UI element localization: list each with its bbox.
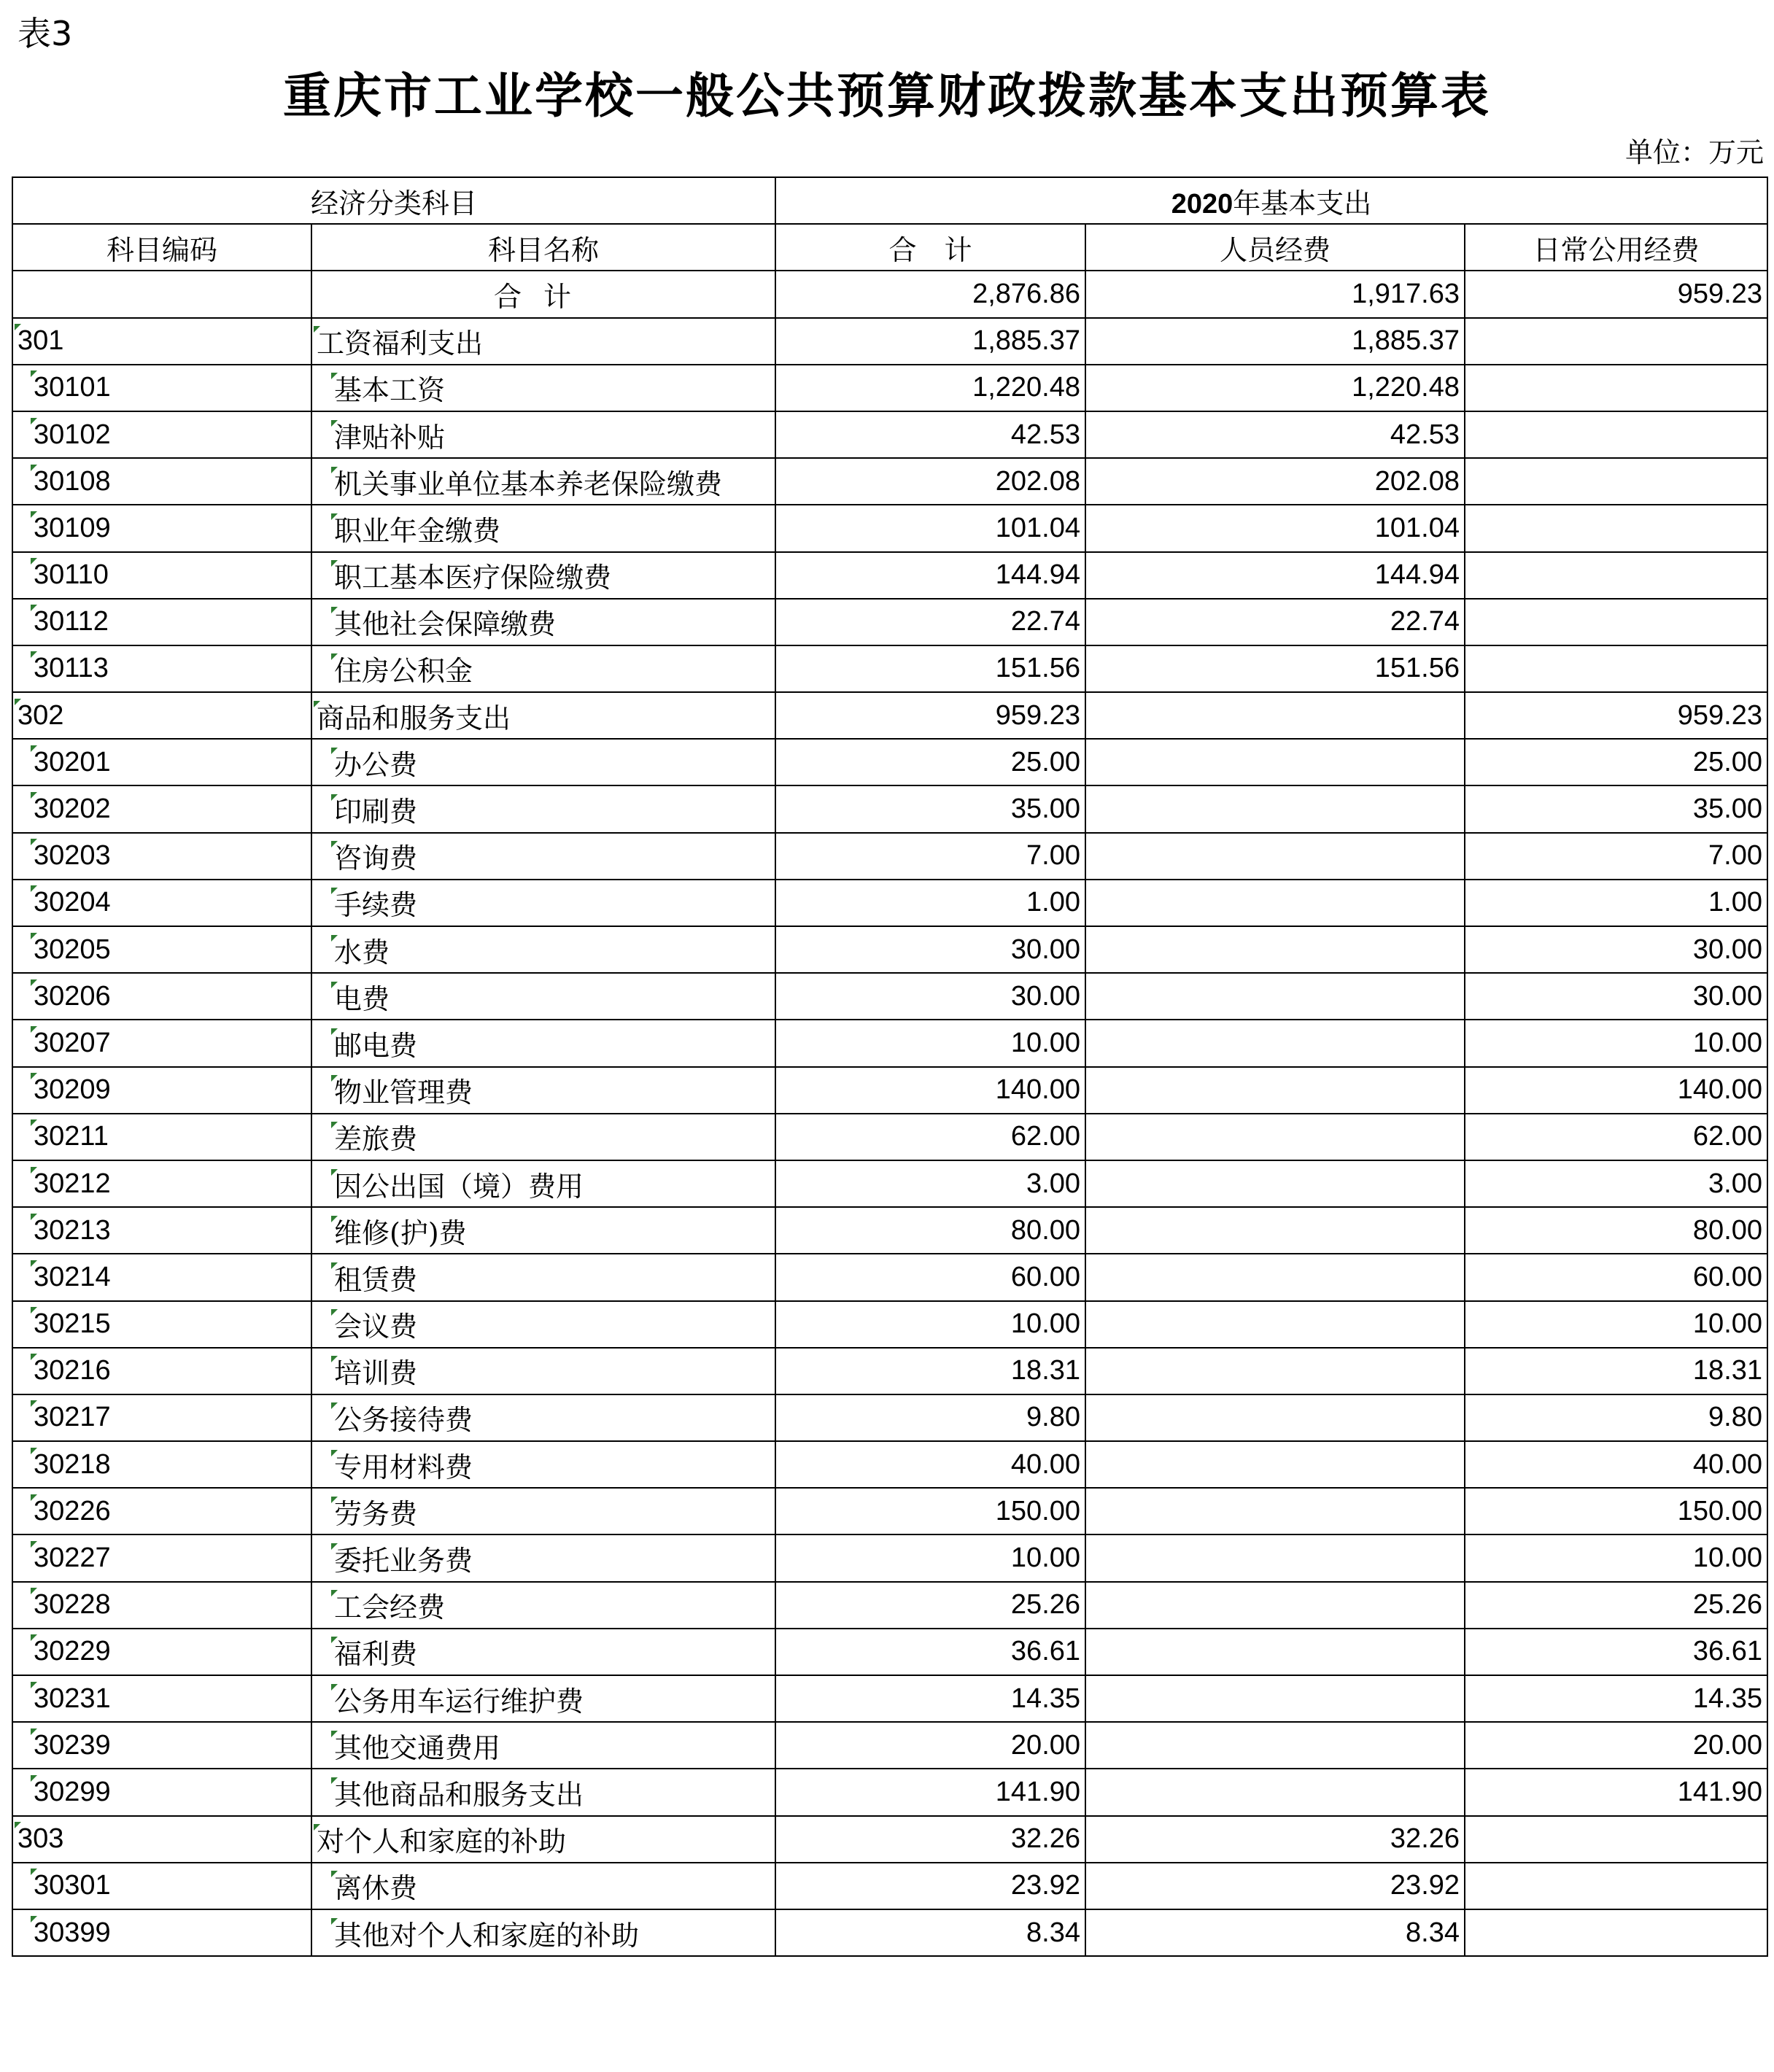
table-row <box>12 1254 1767 1300</box>
table-row <box>12 1348 1767 1394</box>
row-personnel <box>1085 926 1465 973</box>
row-public: 80.00 <box>1465 1207 1767 1254</box>
row-name: 商品和服务支出 <box>311 692 775 739</box>
row-name: 住房公积金 <box>311 645 775 692</box>
row-code: 30201 <box>12 739 311 785</box>
row-name: 离休费 <box>311 1863 775 1909</box>
row-total: 151.56 <box>775 645 1085 692</box>
row-code: 30211 <box>12 1114 311 1160</box>
row-personnel <box>1085 1394 1465 1441</box>
row-name: 工会经费 <box>311 1582 775 1629</box>
row-name: 其他交通费用 <box>311 1722 775 1769</box>
row-name: 福利费 <box>311 1629 775 1675</box>
col-header-code: 科目编码 <box>12 224 311 271</box>
row-personnel: 22.74 <box>1085 599 1465 645</box>
row-public: 36.61 <box>1465 1629 1767 1675</box>
row-public <box>1465 411 1767 458</box>
row-code: 30204 <box>12 880 311 926</box>
table-row <box>12 599 1767 645</box>
table-number-label: 表3 <box>18 14 73 53</box>
table-row <box>12 692 1767 739</box>
table-row <box>12 926 1767 973</box>
row-name: 会议费 <box>311 1301 775 1348</box>
table-row <box>12 1020 1767 1066</box>
table-row <box>12 1441 1767 1488</box>
table-row <box>12 318 1767 365</box>
col-header-personnel: 人员经费 <box>1085 224 1465 271</box>
table-row <box>12 365 1767 411</box>
row-code: 30227 <box>12 1534 311 1581</box>
row-public: 10.00 <box>1465 1301 1767 1348</box>
row-code: 30112 <box>12 599 311 645</box>
row-code: 30202 <box>12 785 311 832</box>
table-row <box>12 645 1767 692</box>
row-code: 30110 <box>12 552 311 599</box>
table-row <box>12 505 1767 551</box>
row-name: 委托业务费 <box>311 1534 775 1581</box>
row-personnel <box>1085 973 1465 1020</box>
row-code: 30212 <box>12 1160 311 1207</box>
row-personnel <box>1085 1582 1465 1629</box>
row-public: 1.00 <box>1465 880 1767 926</box>
row-personnel: 1,885.37 <box>1085 318 1465 365</box>
row-total: 9.80 <box>775 1394 1085 1441</box>
table-row <box>12 552 1767 599</box>
row-total: 40.00 <box>775 1441 1085 1488</box>
row-personnel <box>1085 1207 1465 1254</box>
row-public <box>1465 599 1767 645</box>
row-total: 14.35 <box>775 1675 1085 1722</box>
row-total: 80.00 <box>775 1207 1085 1254</box>
row-code: 30399 <box>12 1909 311 1956</box>
row-code: 30228 <box>12 1582 311 1629</box>
group-header-row <box>12 177 1767 224</box>
row-code: 30229 <box>12 1629 311 1675</box>
row-code: 30218 <box>12 1441 311 1488</box>
row-name: 水费 <box>311 926 775 973</box>
table-row <box>12 1067 1767 1114</box>
row-code: 303 <box>12 1816 311 1863</box>
budget-table-body <box>12 177 1767 1956</box>
row-total: 32.26 <box>775 1816 1085 1863</box>
table-row <box>12 1722 1767 1769</box>
row-public <box>1465 1909 1767 1956</box>
row-name: 职工基本医疗保险缴费 <box>311 552 775 599</box>
row-code: 30215 <box>12 1301 311 1348</box>
row-public: 25.00 <box>1465 739 1767 785</box>
row-code: 30226 <box>12 1488 311 1534</box>
row-name: 电费 <box>311 973 775 1020</box>
row-personnel <box>1085 1301 1465 1348</box>
row-code: 302 <box>12 692 311 739</box>
table-row <box>12 1394 1767 1441</box>
row-name: 办公费 <box>311 739 775 785</box>
row-personnel <box>1085 785 1465 832</box>
row-personnel: 23.92 <box>1085 1863 1465 1909</box>
col-header-total: 合 计 <box>775 224 1085 271</box>
col-header-public: 日常公用经费 <box>1465 224 1767 271</box>
row-name: 其他商品和服务支出 <box>311 1769 775 1815</box>
row-code: 30217 <box>12 1394 311 1441</box>
row-code: 30101 <box>12 365 311 411</box>
row-public: 60.00 <box>1465 1254 1767 1300</box>
economic-classification-header: 经济分类科目 <box>12 177 775 224</box>
row-code: 30299 <box>12 1769 311 1815</box>
column-header-row <box>12 224 1767 271</box>
total-personnel: 1,917.63 <box>1085 271 1465 317</box>
row-code: 30102 <box>12 411 311 458</box>
row-total: 18.31 <box>775 1348 1085 1394</box>
row-name: 其他对个人和家庭的补助 <box>311 1909 775 1956</box>
row-personnel <box>1085 880 1465 926</box>
table-row <box>12 833 1767 880</box>
row-total: 10.00 <box>775 1020 1085 1066</box>
row-personnel <box>1085 739 1465 785</box>
row-code: 301 <box>12 318 311 365</box>
row-public: 30.00 <box>1465 973 1767 1020</box>
row-code: 30113 <box>12 645 311 692</box>
row-name: 因公出国（境）费用 <box>311 1160 775 1207</box>
row-total: 8.34 <box>775 1909 1085 1956</box>
row-public <box>1465 1863 1767 1909</box>
row-code: 30206 <box>12 973 311 1020</box>
row-name: 租赁费 <box>311 1254 775 1300</box>
row-total: 62.00 <box>775 1114 1085 1160</box>
row-total: 36.61 <box>775 1629 1085 1675</box>
row-personnel <box>1085 1348 1465 1394</box>
row-public: 3.00 <box>1465 1160 1767 1207</box>
row-personnel <box>1085 1160 1465 1207</box>
table-row <box>12 1863 1767 1909</box>
row-total: 10.00 <box>775 1534 1085 1581</box>
row-public: 10.00 <box>1465 1020 1767 1066</box>
row-personnel <box>1085 1534 1465 1581</box>
row-personnel <box>1085 1488 1465 1534</box>
table-row <box>12 1488 1767 1534</box>
row-total: 25.26 <box>775 1582 1085 1629</box>
row-public: 9.80 <box>1465 1394 1767 1441</box>
row-public: 25.26 <box>1465 1582 1767 1629</box>
row-total: 101.04 <box>775 505 1085 551</box>
row-name: 工资福利支出 <box>311 318 775 365</box>
row-total: 30.00 <box>775 926 1085 973</box>
total-amount: 2,876.86 <box>775 271 1085 317</box>
row-personnel: 101.04 <box>1085 505 1465 551</box>
row-personnel <box>1085 1769 1465 1815</box>
budget-table <box>12 176 1768 1957</box>
table-row <box>12 785 1767 832</box>
row-total: 22.74 <box>775 599 1085 645</box>
basic-expenditure-label: 年基本支出 <box>1233 187 1372 220</box>
row-personnel <box>1085 1114 1465 1160</box>
row-total: 25.00 <box>775 739 1085 785</box>
unit-label: 单位：万元 <box>1624 136 1764 168</box>
row-code: 30216 <box>12 1348 311 1394</box>
row-name: 对个人和家庭的补助 <box>311 1816 775 1863</box>
table-row <box>12 1160 1767 1207</box>
row-personnel: 144.94 <box>1085 552 1465 599</box>
row-public: 141.90 <box>1465 1769 1767 1815</box>
row-public: 40.00 <box>1465 1441 1767 1488</box>
row-personnel <box>1085 1629 1465 1675</box>
row-total: 3.00 <box>775 1160 1085 1207</box>
table-row <box>12 973 1767 1020</box>
row-code: 30301 <box>12 1863 311 1909</box>
row-code: 30214 <box>12 1254 311 1300</box>
row-total: 1.00 <box>775 880 1085 926</box>
row-public <box>1465 552 1767 599</box>
row-personnel: 42.53 <box>1085 411 1465 458</box>
row-total: 30.00 <box>775 973 1085 1020</box>
row-name: 培训费 <box>311 1348 775 1394</box>
table-row <box>12 1582 1767 1629</box>
row-total: 202.08 <box>775 458 1085 505</box>
table-row <box>12 1301 1767 1348</box>
row-total: 42.53 <box>775 411 1085 458</box>
table-row <box>12 1114 1767 1160</box>
row-public <box>1465 365 1767 411</box>
row-total: 23.92 <box>775 1863 1085 1909</box>
table-row <box>12 1675 1767 1722</box>
table-row <box>12 1816 1767 1863</box>
row-personnel: 8.34 <box>1085 1909 1465 1956</box>
row-personnel: 151.56 <box>1085 645 1465 692</box>
row-personnel <box>1085 833 1465 880</box>
row-code: 30109 <box>12 505 311 551</box>
row-name: 印刷费 <box>311 785 775 832</box>
total-public: 959.23 <box>1465 271 1767 317</box>
year-label: 2020 <box>1171 188 1233 220</box>
row-code: 30239 <box>12 1722 311 1769</box>
row-name: 邮电费 <box>311 1020 775 1066</box>
table-row <box>12 1769 1767 1815</box>
row-public <box>1465 1816 1767 1863</box>
row-personnel <box>1085 692 1465 739</box>
row-personnel <box>1085 1441 1465 1488</box>
row-public: 35.00 <box>1465 785 1767 832</box>
col-header-name: 科目名称 <box>311 224 775 271</box>
row-personnel: 32.26 <box>1085 1816 1465 1863</box>
table-row <box>12 1909 1767 1956</box>
table-row <box>12 1534 1767 1581</box>
row-total: 1,885.37 <box>775 318 1085 365</box>
row-public: 20.00 <box>1465 1722 1767 1769</box>
row-total: 20.00 <box>775 1722 1085 1769</box>
row-total: 10.00 <box>775 1301 1085 1348</box>
row-name: 差旅费 <box>311 1114 775 1160</box>
row-public <box>1465 318 1767 365</box>
row-personnel <box>1085 1067 1465 1114</box>
row-total: 60.00 <box>775 1254 1085 1300</box>
row-name: 公务用车运行维护费 <box>311 1675 775 1722</box>
row-personnel <box>1085 1254 1465 1300</box>
row-personnel <box>1085 1675 1465 1722</box>
row-total: 959.23 <box>775 692 1085 739</box>
row-name: 咨询费 <box>311 833 775 880</box>
row-public: 10.00 <box>1465 1534 1767 1581</box>
row-name: 维修(护)费 <box>311 1207 775 1254</box>
table-row <box>12 880 1767 926</box>
row-name: 公务接待费 <box>311 1394 775 1441</box>
total-code-cell <box>12 271 311 317</box>
row-name: 基本工资 <box>311 365 775 411</box>
row-code: 30213 <box>12 1207 311 1254</box>
basic-expenditure-header <box>775 177 1767 224</box>
row-name: 其他社会保障缴费 <box>311 599 775 645</box>
page-title: 重庆市工业学校一般公共预算财政拨款基本支出预算表 <box>283 67 1491 124</box>
row-code: 30205 <box>12 926 311 973</box>
row-code: 30108 <box>12 458 311 505</box>
row-code: 30203 <box>12 833 311 880</box>
total-row <box>12 271 1767 317</box>
table-row <box>12 739 1767 785</box>
row-name: 津贴补贴 <box>311 411 775 458</box>
row-total: 7.00 <box>775 833 1085 880</box>
row-total: 144.94 <box>775 552 1085 599</box>
row-public: 150.00 <box>1465 1488 1767 1534</box>
row-personnel <box>1085 1020 1465 1066</box>
table-row <box>12 458 1767 505</box>
table-row <box>12 411 1767 458</box>
row-public: 18.31 <box>1465 1348 1767 1394</box>
row-public <box>1465 505 1767 551</box>
row-code: 30207 <box>12 1020 311 1066</box>
row-public: 7.00 <box>1465 833 1767 880</box>
row-public: 959.23 <box>1465 692 1767 739</box>
row-public: 62.00 <box>1465 1114 1767 1160</box>
row-total: 140.00 <box>775 1067 1085 1114</box>
row-public <box>1465 458 1767 505</box>
row-name: 劳务费 <box>311 1488 775 1534</box>
row-code: 30231 <box>12 1675 311 1722</box>
row-total: 141.90 <box>775 1769 1085 1815</box>
row-personnel <box>1085 1722 1465 1769</box>
row-public: 14.35 <box>1465 1675 1767 1722</box>
row-public <box>1465 645 1767 692</box>
row-name: 专用材料费 <box>311 1441 775 1488</box>
row-public: 140.00 <box>1465 1067 1767 1114</box>
row-total: 150.00 <box>775 1488 1085 1534</box>
row-name: 机关事业单位基本养老保险缴费 <box>311 458 775 505</box>
row-code: 30209 <box>12 1067 311 1114</box>
row-total: 1,220.48 <box>775 365 1085 411</box>
table-row <box>12 1629 1767 1675</box>
row-personnel: 202.08 <box>1085 458 1465 505</box>
row-public: 30.00 <box>1465 926 1767 973</box>
table-row <box>12 1207 1767 1254</box>
row-name: 职业年金缴费 <box>311 505 775 551</box>
row-name: 手续费 <box>311 880 775 926</box>
total-label: 合计 <box>311 271 775 317</box>
row-personnel: 1,220.48 <box>1085 365 1465 411</box>
row-name: 物业管理费 <box>311 1067 775 1114</box>
row-total: 35.00 <box>775 785 1085 832</box>
